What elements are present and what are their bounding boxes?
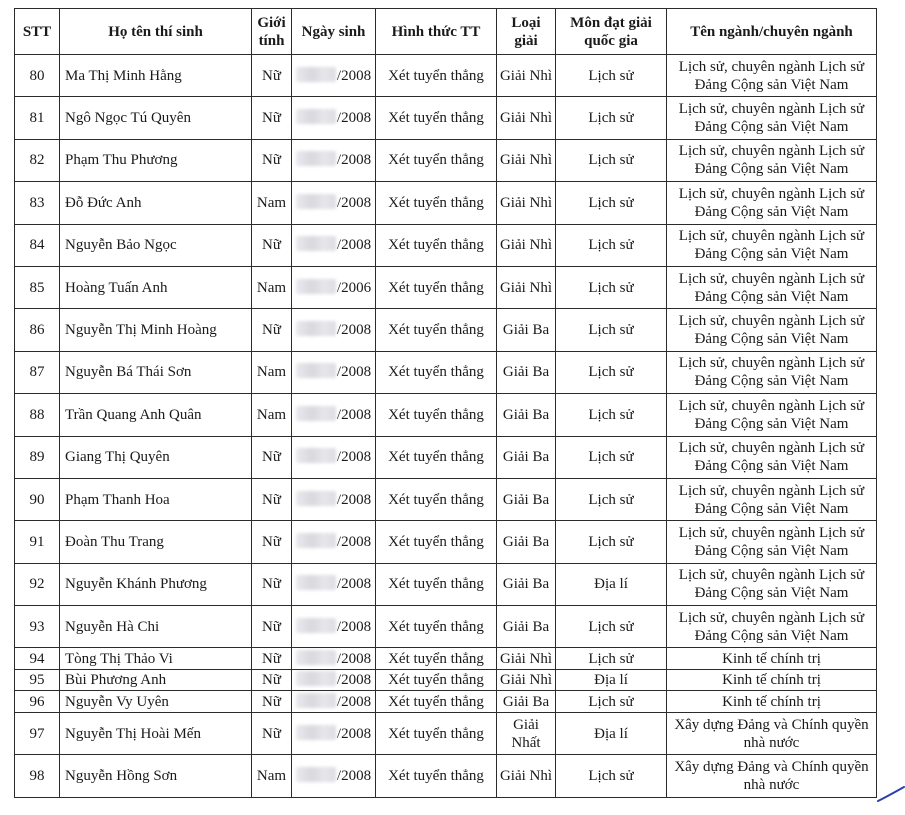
cell-stt: 87	[15, 351, 60, 393]
cell-stt: 82	[15, 139, 60, 181]
cell-name: Nguyễn Vy Uyên	[60, 691, 252, 713]
table-row	[15, 394, 877, 436]
dob-year: /2008	[336, 576, 372, 593]
dob-year: /2008	[336, 406, 372, 423]
cell-method: Xét tuyển thẳng	[376, 478, 497, 520]
cell-major: Kinh tế chính trị	[667, 691, 877, 713]
cell-method: Xét tuyển thẳng	[376, 182, 497, 224]
table-row	[15, 224, 877, 266]
cell-name: Hoàng Tuấn Anh	[60, 266, 252, 308]
cell-subject: Địa lí	[556, 669, 667, 691]
table-row	[15, 712, 877, 754]
dob-year: /2008	[336, 67, 372, 84]
table-body	[15, 55, 877, 798]
cell-major: Lịch sử, chuyên ngành Lịch sử Đảng Cộng sản Việt Nam	[667, 478, 877, 520]
cell-name: Trần Quang Anh Quân	[60, 394, 252, 436]
cell-major: Kinh tế chính trị	[667, 669, 877, 691]
cell-dob	[292, 97, 376, 139]
redacted-day-month	[296, 194, 336, 209]
cell-subject: Địa lí	[556, 712, 667, 754]
cell-stt: 96	[15, 691, 60, 713]
cell-award: Giải Nhì	[497, 669, 556, 691]
cell-gender: Nữ	[252, 606, 292, 648]
dob-year: /2008	[336, 110, 372, 127]
cell-major: Lịch sử, chuyên ngành Lịch sử Đảng Cộng sản Việt Nam	[667, 309, 877, 351]
cell-stt: 90	[15, 478, 60, 520]
cell-gender: Nữ	[252, 224, 292, 266]
cell-award: Giải Nhất	[497, 712, 556, 754]
cell-major: Lịch sử, chuyên ngành Lịch sử Đảng Cộng sản Việt Nam	[667, 182, 877, 224]
cell-subject: Lịch sử	[556, 521, 667, 563]
cell-method: Xét tuyển thẳng	[376, 712, 497, 754]
dob-year: /2008	[336, 725, 372, 742]
cell-award: Giải Ba	[497, 563, 556, 605]
cell-method: Xét tuyển thẳng	[376, 436, 497, 478]
cell-name: Đỗ Đức Anh	[60, 182, 252, 224]
cell-method: Xét tuyển thẳng	[376, 606, 497, 648]
table-row	[15, 351, 877, 393]
cell-name: Bùi Phương Anh	[60, 669, 252, 691]
header-name: Họ tên thí sinh	[60, 9, 252, 55]
cell-subject: Lịch sử	[556, 97, 667, 139]
redacted-day-month	[296, 767, 336, 782]
cell-dob	[292, 394, 376, 436]
cell-dob	[292, 563, 376, 605]
cell-award: Giải Ba	[497, 606, 556, 648]
cell-stt: 93	[15, 606, 60, 648]
cell-gender: Nữ	[252, 55, 292, 97]
cell-method: Xét tuyển thẳng	[376, 691, 497, 713]
cell-gender: Nam	[252, 755, 292, 797]
header-stt: STT	[15, 9, 60, 55]
header-major: Tên ngành/chuyên ngành	[667, 9, 877, 55]
cell-method: Xét tuyển thẳng	[376, 224, 497, 266]
cell-name: Nguyễn Bảo Ngọc	[60, 224, 252, 266]
cell-dob	[292, 266, 376, 308]
table-row	[15, 436, 877, 478]
cell-dob	[292, 712, 376, 754]
cell-stt: 91	[15, 521, 60, 563]
cell-name: Nguyễn Hồng Sơn	[60, 755, 252, 797]
cell-stt: 92	[15, 563, 60, 605]
table-row	[15, 478, 877, 520]
cell-major: Lịch sử, chuyên ngành Lịch sử Đảng Cộng sản Việt Nam	[667, 139, 877, 181]
cell-stt: 83	[15, 182, 60, 224]
cell-subject: Lịch sử	[556, 755, 667, 797]
cell-major: Lịch sử, chuyên ngành Lịch sử Đảng Cộng sản Việt Nam	[667, 266, 877, 308]
cell-gender: Nữ	[252, 712, 292, 754]
cell-stt: 84	[15, 224, 60, 266]
cell-award: Giải Nhì	[497, 97, 556, 139]
cell-gender: Nữ	[252, 669, 292, 691]
redacted-day-month	[296, 725, 336, 740]
cell-award: Giải Nhì	[497, 648, 556, 670]
cell-subject: Lịch sử	[556, 55, 667, 97]
redacted-day-month	[296, 693, 336, 708]
table-row	[15, 309, 877, 351]
dob-year: /2008	[336, 650, 372, 667]
cell-stt: 89	[15, 436, 60, 478]
cell-stt: 86	[15, 309, 60, 351]
redacted-day-month	[296, 236, 336, 251]
dob-year: /2008	[336, 449, 372, 466]
cell-gender: Nữ	[252, 139, 292, 181]
cell-dob	[292, 755, 376, 797]
cell-method: Xét tuyển thẳng	[376, 563, 497, 605]
cell-major: Lịch sử, chuyên ngành Lịch sử Đảng Cộng sản Việt Nam	[667, 606, 877, 648]
cell-dob	[292, 139, 376, 181]
cell-award: Giải Ba	[497, 521, 556, 563]
table-row	[15, 55, 877, 97]
cell-name: Nguyễn Hà Chi	[60, 606, 252, 648]
cell-subject: Lịch sử	[556, 478, 667, 520]
header-gender: Giới tính	[252, 9, 292, 55]
cell-major: Xây dựng Đảng và Chính quyền nhà nước	[667, 712, 877, 754]
redacted-day-month	[296, 67, 336, 82]
cell-method: Xét tuyển thẳng	[376, 139, 497, 181]
cell-subject: Lịch sử	[556, 648, 667, 670]
cell-name: Nguyễn Thị Minh Hoàng	[60, 309, 252, 351]
cell-stt: 95	[15, 669, 60, 691]
header-dob: Ngày sinh	[292, 9, 376, 55]
cell-gender: Nữ	[252, 478, 292, 520]
cell-name: Nguyễn Khánh Phương	[60, 563, 252, 605]
cell-method: Xét tuyển thẳng	[376, 669, 497, 691]
candidate-table	[14, 8, 877, 798]
cell-subject: Lịch sử	[556, 266, 667, 308]
cell-stt: 94	[15, 648, 60, 670]
cell-method: Xét tuyển thẳng	[376, 97, 497, 139]
cell-method: Xét tuyển thẳng	[376, 521, 497, 563]
cell-dob	[292, 691, 376, 713]
dob-year: /2008	[336, 618, 372, 635]
cell-name: Phạm Thanh Hoa	[60, 478, 252, 520]
table-row	[15, 97, 877, 139]
header-method: Hình thức TT	[376, 9, 497, 55]
dob-year: /2008	[336, 693, 372, 710]
redacted-day-month	[296, 575, 336, 590]
cell-major: Lịch sử, chuyên ngành Lịch sử Đảng Cộng sản Việt Nam	[667, 55, 877, 97]
cell-dob	[292, 648, 376, 670]
cell-award: Giải Nhì	[497, 224, 556, 266]
cell-method: Xét tuyển thẳng	[376, 266, 497, 308]
cell-subject: Lịch sử	[556, 182, 667, 224]
cell-name: Phạm Thu Phương	[60, 139, 252, 181]
dob-year: /2008	[336, 672, 372, 689]
redacted-day-month	[296, 448, 336, 463]
dob-year: /2008	[336, 364, 372, 381]
dob-year: /2008	[336, 152, 372, 169]
admission-list-page	[14, 8, 877, 798]
cell-dob	[292, 521, 376, 563]
cell-gender: Nữ	[252, 648, 292, 670]
cell-award: Giải Nhì	[497, 266, 556, 308]
cell-major: Lịch sử, chuyên ngành Lịch sử Đảng Cộng sản Việt Nam	[667, 224, 877, 266]
cell-gender: Nam	[252, 394, 292, 436]
table-row	[15, 139, 877, 181]
cell-gender: Nữ	[252, 563, 292, 605]
cell-major: Lịch sử, chuyên ngành Lịch sử Đảng Cộng sản Việt Nam	[667, 563, 877, 605]
cell-major: Xây dựng Đảng và Chính quyền nhà nước	[667, 755, 877, 797]
header-subject: Môn đạt giải quốc gia	[556, 9, 667, 55]
cell-name: Nguyễn Thị Hoài Mến	[60, 712, 252, 754]
cell-method: Xét tuyển thẳng	[376, 309, 497, 351]
cell-gender: Nam	[252, 266, 292, 308]
dob-year: /2008	[336, 491, 372, 508]
cell-award: Giải Ba	[497, 436, 556, 478]
cell-major: Lịch sử, chuyên ngành Lịch sử Đảng Cộng sản Việt Nam	[667, 97, 877, 139]
header-award: Loại giải	[497, 9, 556, 55]
cell-major: Lịch sử, chuyên ngành Lịch sử Đảng Cộng sản Việt Nam	[667, 436, 877, 478]
cell-method: Xét tuyển thẳng	[376, 648, 497, 670]
cell-stt: 97	[15, 712, 60, 754]
cell-dob	[292, 606, 376, 648]
cell-subject: Lịch sử	[556, 309, 667, 351]
redacted-day-month	[296, 618, 336, 633]
cell-name: Tòng Thị Thảo Vi	[60, 648, 252, 670]
cell-subject: Lịch sử	[556, 436, 667, 478]
redacted-day-month	[296, 650, 336, 665]
cell-subject: Lịch sử	[556, 224, 667, 266]
cell-gender: Nam	[252, 351, 292, 393]
dob-year: /2006	[336, 279, 372, 296]
redacted-day-month	[296, 151, 336, 166]
dob-year: /2008	[336, 194, 372, 211]
cell-stt: 85	[15, 266, 60, 308]
table-row	[15, 606, 877, 648]
redacted-day-month	[296, 321, 336, 336]
cell-award: Giải Ba	[497, 309, 556, 351]
table-row	[15, 755, 877, 797]
cell-name: Ngô Ngọc Tú Quyên	[60, 97, 252, 139]
cell-award: Giải Ba	[497, 478, 556, 520]
redacted-day-month	[296, 671, 336, 686]
redacted-day-month	[296, 406, 336, 421]
cell-dob	[292, 182, 376, 224]
cell-award: Giải Nhì	[497, 139, 556, 181]
cell-dob	[292, 436, 376, 478]
cell-dob	[292, 351, 376, 393]
cell-gender: Nam	[252, 182, 292, 224]
cell-stt: 88	[15, 394, 60, 436]
cell-method: Xét tuyển thẳng	[376, 755, 497, 797]
cell-method: Xét tuyển thẳng	[376, 394, 497, 436]
cell-stt: 81	[15, 97, 60, 139]
cell-major: Kinh tế chính trị	[667, 648, 877, 670]
table-row	[15, 563, 877, 605]
pen-mark	[876, 784, 905, 804]
cell-dob	[292, 55, 376, 97]
cell-gender: Nữ	[252, 521, 292, 563]
header-row	[15, 9, 877, 55]
cell-gender: Nữ	[252, 436, 292, 478]
redacted-day-month	[296, 533, 336, 548]
cell-name: Nguyễn Bá Thái Sơn	[60, 351, 252, 393]
redacted-day-month	[296, 491, 336, 506]
cell-award: Giải Nhì	[497, 755, 556, 797]
cell-award: Giải Ba	[497, 691, 556, 713]
redacted-day-month	[296, 363, 336, 378]
cell-subject: Lịch sử	[556, 691, 667, 713]
cell-award: Giải Ba	[497, 351, 556, 393]
redacted-day-month	[296, 279, 336, 294]
cell-major: Lịch sử, chuyên ngành Lịch sử Đảng Cộng sản Việt Nam	[667, 394, 877, 436]
cell-subject: Lịch sử	[556, 606, 667, 648]
cell-method: Xét tuyển thẳng	[376, 55, 497, 97]
cell-major: Lịch sử, chuyên ngành Lịch sử Đảng Cộng sản Việt Nam	[667, 351, 877, 393]
dob-year: /2008	[336, 237, 372, 254]
cell-dob	[292, 309, 376, 351]
cell-subject: Lịch sử	[556, 139, 667, 181]
table-row	[15, 521, 877, 563]
cell-dob	[292, 224, 376, 266]
cell-stt: 80	[15, 55, 60, 97]
table-row	[15, 648, 877, 670]
table-row	[15, 266, 877, 308]
dob-year: /2008	[336, 533, 372, 550]
dob-year: /2008	[336, 322, 372, 339]
cell-dob	[292, 478, 376, 520]
cell-subject: Lịch sử	[556, 351, 667, 393]
table-row	[15, 182, 877, 224]
cell-subject: Địa lí	[556, 563, 667, 605]
cell-award: Giải Ba	[497, 394, 556, 436]
cell-award: Giải Nhì	[497, 182, 556, 224]
table-row	[15, 669, 877, 691]
cell-subject: Lịch sử	[556, 394, 667, 436]
cell-name: Đoàn Thu Trang	[60, 521, 252, 563]
cell-major: Lịch sử, chuyên ngành Lịch sử Đảng Cộng sản Việt Nam	[667, 521, 877, 563]
cell-award: Giải Nhì	[497, 55, 556, 97]
cell-name: Ma Thị Minh Hằng	[60, 55, 252, 97]
cell-gender: Nữ	[252, 309, 292, 351]
cell-gender: Nữ	[252, 691, 292, 713]
cell-stt: 98	[15, 755, 60, 797]
table-row	[15, 691, 877, 713]
cell-gender: Nữ	[252, 97, 292, 139]
cell-dob	[292, 669, 376, 691]
cell-name: Giang Thị Quyên	[60, 436, 252, 478]
cell-method: Xét tuyển thẳng	[376, 351, 497, 393]
dob-year: /2008	[336, 768, 372, 785]
redacted-day-month	[296, 109, 336, 124]
